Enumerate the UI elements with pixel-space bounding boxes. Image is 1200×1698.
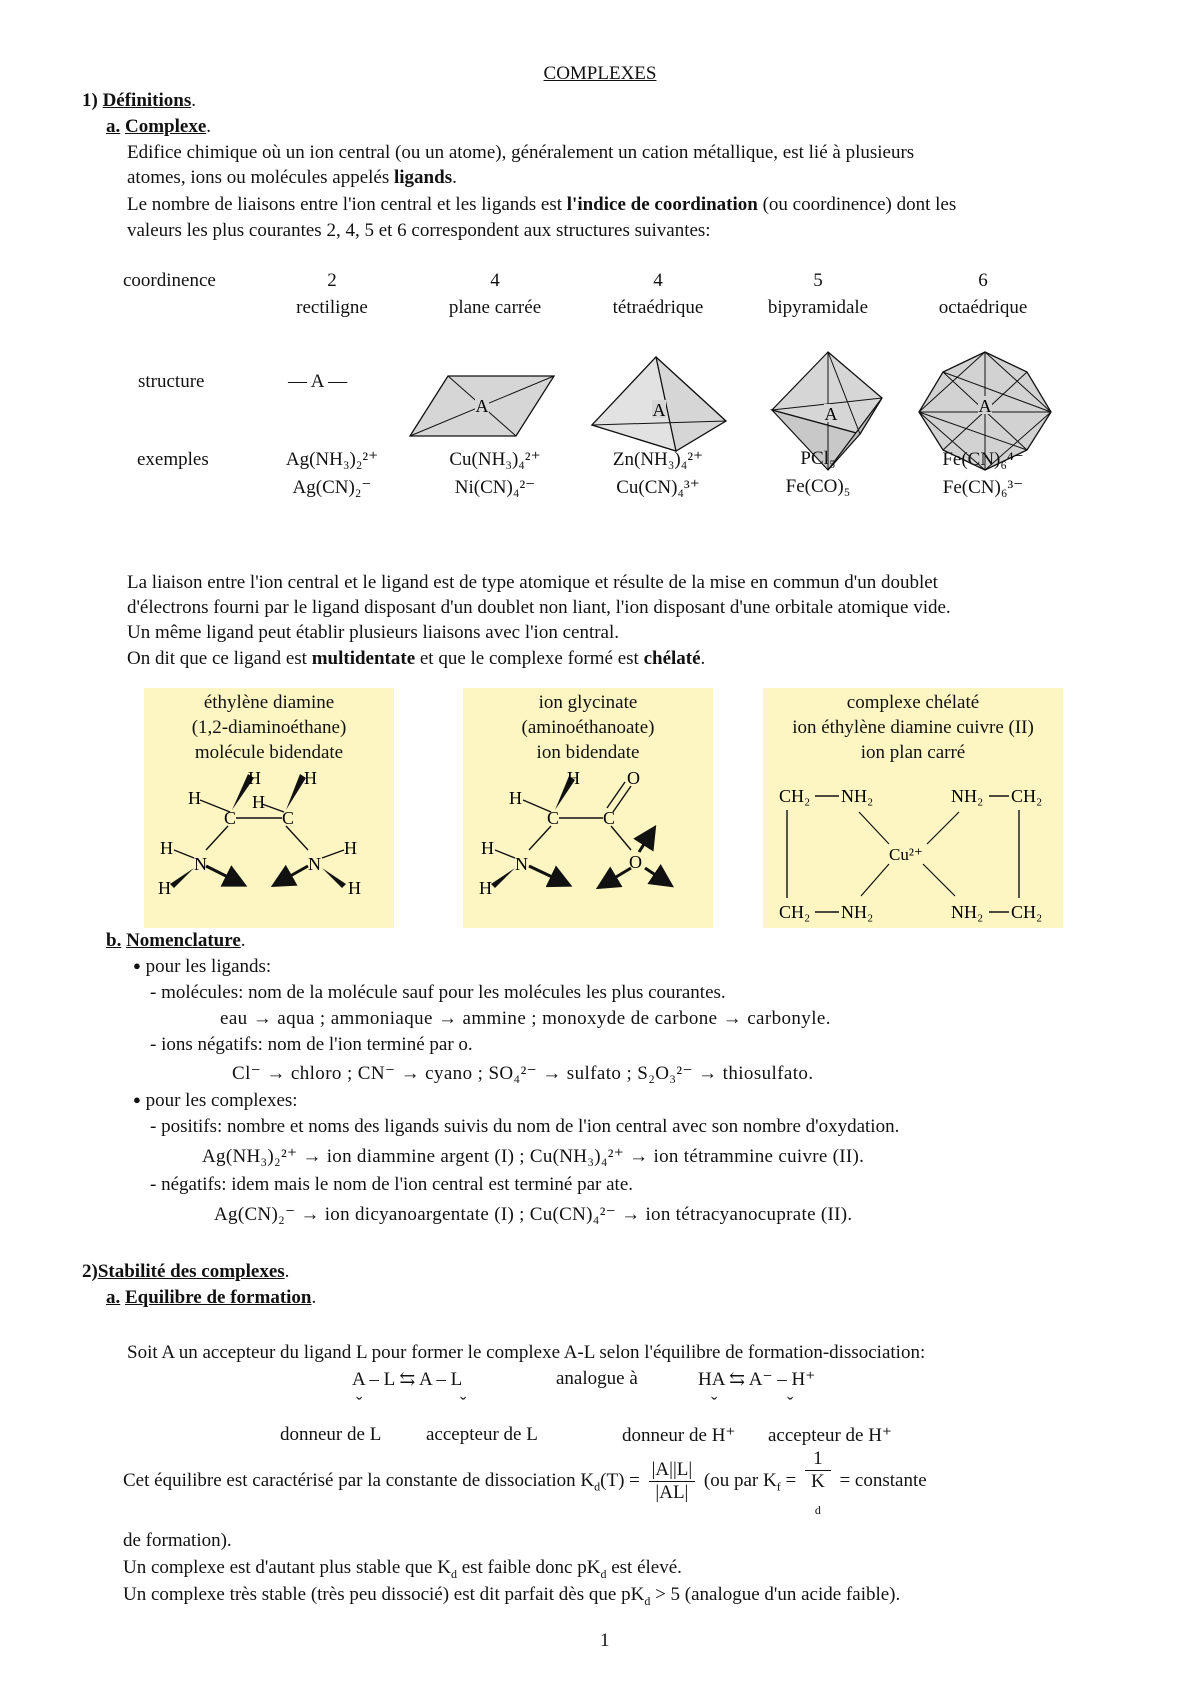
stability-text: est faible donc p	[456, 1557, 587, 1578]
stability-text: est élevé.	[606, 1557, 682, 1578]
kd-symbol: K	[586, 1557, 601, 1578]
tetrahedral-center-atom: A	[652, 400, 666, 420]
example-octahedral-2: Fe(CN)₆³⁻	[942, 477, 1024, 498]
section-2-title: Stabilité des complexes	[97, 1261, 285, 1282]
document-title: COMPLEXES	[543, 63, 657, 84]
stability-text: > 5 (analogue d'un acide faible).	[650, 1584, 901, 1605]
section-1-number: 1)	[82, 90, 98, 111]
example-octahedral-1: Fe(CN)₆⁴⁻	[942, 449, 1024, 470]
negative-ions-rule: - ions négatifs: nom de l'ion terminé par o.	[150, 1034, 473, 1055]
positive-complexes-examples: Ag(NH₃)₂²⁺ → ion diammine argent (I) ; Cu(NH₃)₄²⁺ → ion tétrammine cuivre (II).	[202, 1146, 865, 1167]
analogue-label: analogue à	[556, 1368, 638, 1389]
coord-col-4-number: 5	[813, 270, 823, 291]
equilibrium-ha: HA ⇆ A⁻ – H⁺	[698, 1369, 816, 1390]
nh2-group: NH₂	[951, 786, 984, 806]
linear-structure: — A —	[288, 371, 348, 392]
dissociation-constant-line	[123, 1448, 927, 1515]
equals-sign: =	[780, 1469, 801, 1491]
bond-paragraph-line-4: On dit que ce ligand est multidentate et que le complexe formé est chélaté.	[127, 648, 706, 669]
negative-complexes-rule: - négatifs: idem mais le nom de l'ion central est terminé par ate.	[150, 1174, 634, 1195]
subsection-1b-heading: b. Nomenclature.	[106, 930, 246, 951]
multidentate-term: multidentate	[311, 648, 416, 669]
example-linear-2: Ag(CN)₂⁻	[292, 477, 372, 498]
atom-c: C	[224, 808, 237, 828]
atom-h: H	[344, 838, 357, 858]
copper-ion: Cu²⁺	[889, 845, 923, 864]
ethylenediamine-box	[144, 688, 394, 928]
stability-line-1	[123, 1557, 682, 1579]
kd-symbol: K	[437, 1557, 451, 1578]
molecules-examples: eau → aqua ; ammoniaque → ammine ; monoxyde de carbone → carbonyle.	[220, 1008, 831, 1029]
glycinate-title-1: ion glycinate	[538, 692, 638, 713]
bullet-icon: ●	[133, 1092, 141, 1107]
constant-text: = constante	[839, 1469, 927, 1491]
complexe-definition-line-1: Edifice chimique où un ion central (ou un atome), généralement un cation métallique, est lié à plusieurs	[127, 142, 915, 163]
coordination-index-line	[127, 194, 956, 216]
atom-c: C	[547, 808, 560, 828]
or-text: (ou par	[703, 1469, 764, 1491]
bond-paragraph-line-2: d'électrons fourni par le ligand disposant d'un doublet non liant, l'ion disposant d'une orbitale atomique vide.	[127, 597, 951, 618]
atom-h: H	[509, 788, 522, 808]
ligands-bullet-line	[133, 956, 271, 978]
example-square-1: Cu(NH₃)₄²⁺	[449, 449, 541, 470]
kd-subscript: d	[450, 1566, 457, 1581]
brace-mark: ˇ	[460, 1394, 467, 1415]
example-bipyramidal-2: Fe(CO)₅	[785, 476, 851, 497]
formation-constant-end: de formation).	[123, 1530, 232, 1551]
glycinate-box	[463, 688, 713, 928]
stability-line-2	[123, 1584, 900, 1606]
atom-c: C	[603, 808, 616, 828]
chelate-complex-structure	[763, 768, 1063, 928]
atom-h: H	[188, 788, 201, 808]
octahedral-center-atom: A	[978, 396, 992, 416]
subsection-1a-number: a.	[106, 116, 121, 137]
row-label-exemples: exemples	[137, 449, 209, 470]
kf-symbol: K	[763, 1469, 777, 1491]
section-1-title: Définitions	[102, 90, 192, 111]
stability-text: Un complexe est d'autant plus stable que	[123, 1557, 438, 1578]
bond-paragraph-line-3: Un même ligand peut établir plusieurs liaisons avec l'ion central.	[127, 622, 620, 643]
coord-col-3-number: 4	[653, 270, 663, 291]
positive-complexes-rule: - positifs: nombre et noms des ligands suivis du nom de l'ion central avec son nombre d'oxydation.	[150, 1116, 900, 1137]
kd-denominator: |AL|	[655, 1482, 689, 1503]
brace-mark: ˇ	[787, 1394, 794, 1415]
negative-complexes-examples: Ag(CN)₂⁻ → ion dicyanoargentate (I) ; Cu(CN)₄²⁻ → ion tétracyanocuprate (II).	[214, 1204, 853, 1225]
bipyramidal-center-atom: A	[824, 404, 838, 424]
coordination-text-pre: Le nombre de liaisons entre l'ion central et les ligands est	[127, 194, 567, 215]
subsection-2a-heading: a. Equilibre de formation.	[106, 1287, 317, 1308]
brace-mark: ˇ	[356, 1394, 363, 1415]
coordination-text-post: (ou coordinence) dont les	[757, 194, 957, 215]
atom-h: H	[348, 878, 361, 898]
stability-text: Un complexe très stable (très peu dissocié) est dit parfait dès que p	[123, 1584, 631, 1605]
example-tetrahedral-1: Zn(NH₃)₄²⁺	[612, 449, 704, 470]
atom-o: O	[627, 768, 640, 788]
kd-symbol: K	[580, 1469, 595, 1491]
glycinate-title-2: (aminoéthanoate)	[521, 717, 655, 738]
example-square-2: Ni(CN)₄²⁻	[454, 477, 536, 498]
subsection-2a-title: Equilibre de formation	[125, 1287, 312, 1308]
kf-fraction	[805, 1448, 831, 1515]
chelate-text-pre: On dit que ce ligand est	[127, 648, 312, 669]
ethylenediamine-title-3: molécule bidendate	[194, 742, 344, 763]
label-accepteur-l: accepteur de L	[426, 1424, 538, 1445]
coord-col-1-number: 2	[327, 270, 337, 291]
ethylenediamine-structure	[144, 768, 394, 928]
kf-subscript: f	[776, 1479, 781, 1494]
atom-o: O	[629, 852, 642, 872]
atom-h: H	[304, 768, 317, 788]
atom-h: H	[248, 768, 261, 788]
subsection-1a-title: Complexe	[125, 116, 207, 137]
bond-paragraph-line-1: La liaison entre l'ion central et le ligand est de type atomique et résulte de la mise en commun d'un doublet	[127, 572, 938, 593]
ch2-group: CH₂	[779, 786, 811, 806]
nh2-group: NH₂	[841, 902, 874, 922]
chelate-term: chélaté	[643, 648, 701, 669]
section-1-heading: 1) Définitions.	[82, 90, 197, 111]
atom-h: H	[158, 878, 171, 898]
kd-symbol: K	[630, 1584, 645, 1605]
section-2-heading: 2)Stabilité des complexes.	[82, 1261, 290, 1282]
equilibrium-al: A – L ⇆ A – L	[352, 1369, 463, 1390]
chelate-title-1: complexe chélaté	[846, 692, 980, 713]
kd-subscript: d	[644, 1593, 651, 1608]
coord-col-4-name: bipyramidale	[767, 297, 869, 318]
subsection-1a-heading: a. Complexe.	[106, 116, 212, 137]
ligands-title: pour les ligands:	[145, 956, 272, 977]
glycinate-title-3: ion bidendate	[536, 742, 640, 763]
label-donneur-h: donneur de H⁺	[622, 1425, 736, 1446]
square-planar-structure	[408, 372, 558, 442]
nh2-group: NH₂	[841, 786, 874, 806]
chelate-title-3: ion plan carré	[860, 742, 966, 763]
kf-denominator-subscript: d	[814, 1502, 821, 1517]
kd-subscript: d	[594, 1479, 601, 1494]
ethylenediamine-title-1: éthylène diamine	[203, 692, 335, 713]
coord-col-5-name: octaédrique	[938, 297, 1028, 318]
ch2-group: CH₂	[1011, 786, 1043, 806]
kf-numerator: 1	[805, 1448, 831, 1471]
dissociation-text: Cet équilibre est caractérisé par la constante de dissociation	[123, 1469, 581, 1491]
complexes-bullet-line	[133, 1090, 298, 1112]
atom-h: H	[252, 792, 265, 812]
kf-denominator-k: K	[810, 1471, 825, 1492]
atom-h: H	[481, 838, 494, 858]
section-2-number: 2)	[82, 1261, 98, 1282]
brace-mark: ˇ	[711, 1394, 718, 1415]
example-tetrahedral-2: Cu(CN)₄³⁺	[616, 477, 700, 498]
atom-c: C	[282, 808, 295, 828]
row-label-structure: structure	[138, 371, 205, 392]
label-donneur-l: donneur de L	[280, 1424, 382, 1445]
row-label-coordinence: coordinence	[123, 270, 216, 291]
example-bipyramidal-1: PCl₅	[800, 448, 836, 469]
coord-col-2-name: plane carrée	[448, 297, 542, 318]
subsection-2a-number: a.	[106, 1287, 121, 1308]
coordination-index-term: l'indice de coordination	[566, 194, 758, 215]
kd-numerator: |A||L|	[649, 1459, 696, 1482]
atom-h: H	[567, 768, 580, 788]
square-center-atom: A	[475, 396, 489, 416]
coord-col-5-number: 6	[978, 270, 988, 291]
complexe-definition-text: atomes, ions ou molécules appelés	[127, 167, 394, 188]
glycinate-structure	[463, 768, 713, 928]
atom-n: N	[194, 854, 207, 874]
ch2-group: CH₂	[1011, 902, 1043, 922]
ligands-term: ligands	[394, 167, 453, 188]
negative-ions-examples: Cl⁻ → chloro ; CN⁻ → cyano ; SO₄²⁻ → sulfato ; S₂O₃²⁻ → thiosulfato.	[232, 1063, 814, 1084]
formation-intro: Soit A un accepteur du ligand L pour former le complexe A-L selon l'équilibre de formation-dissociation:	[127, 1342, 926, 1363]
bullet-icon: ●	[133, 958, 141, 973]
page-number: 1	[600, 1630, 610, 1651]
kd-argument: (T) =	[600, 1469, 640, 1491]
ethylenediamine-title-2: (1,2-diaminoéthane)	[191, 717, 347, 738]
ch2-group: CH₂	[779, 902, 811, 922]
chelate-text-mid: et que le complexe formé est	[415, 648, 644, 669]
example-linear-1: Ag(NH₃)₂²⁺	[285, 449, 379, 470]
kf-denominator	[805, 1471, 831, 1515]
atom-h: H	[479, 878, 492, 898]
label-accepteur-h: accepteur de H⁺	[768, 1425, 892, 1446]
subsection-1b-number: b.	[106, 930, 122, 951]
tetrahedral-structure	[590, 355, 730, 460]
coord-col-2-number: 4	[490, 270, 500, 291]
molecules-rule: - molécules: nom de la molécule sauf pour les molécules les plus courantes.	[150, 982, 726, 1003]
chelate-complex-box	[763, 688, 1063, 928]
complexes-title: pour les complexes:	[145, 1090, 298, 1111]
coordination-values-line: valeurs les plus courantes 2, 4, 5 et 6 correspondent aux structures suivantes:	[127, 220, 711, 241]
complexe-definition-line-2: atomes, ions ou molécules appelés ligands.	[127, 167, 457, 188]
kd-fraction	[649, 1459, 696, 1504]
nh2-group: NH₂	[951, 902, 984, 922]
coord-col-3-name: tétraédrique	[612, 297, 704, 318]
coord-col-1-name: rectiligne	[296, 297, 368, 318]
chelate-title-2: ion éthylène diamine cuivre (II)	[792, 717, 1034, 738]
kd-subscript: d	[600, 1566, 607, 1581]
atom-n: N	[308, 854, 321, 874]
atom-n: N	[515, 854, 528, 874]
subsection-1b-title: Nomenclature	[126, 930, 241, 951]
atom-h: H	[160, 838, 173, 858]
